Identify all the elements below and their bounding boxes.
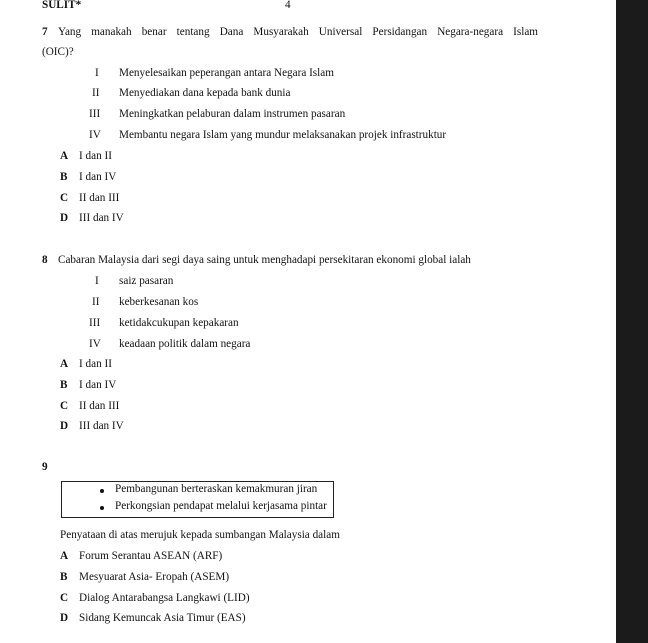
- q9-statement-box: [61, 481, 334, 518]
- q9-option-text[interactable]: Dialog Antarabangsa Langkawi (LID): [79, 592, 250, 604]
- q7-option-text[interactable]: II dan III: [79, 192, 120, 204]
- q8-option-text[interactable]: III dan IV: [79, 420, 124, 432]
- q8-statement-numeral: III: [89, 317, 101, 329]
- q9-option-text[interactable]: Forum Serantau ASEAN (ARF): [79, 550, 223, 562]
- q7-option-letter: B: [60, 171, 68, 183]
- q8-option-letter: A: [60, 358, 69, 370]
- q8-stem: Cabaran Malaysia dari segi daya saing untuk menghadapi persekitaran ekonomi global ialah: [58, 254, 471, 266]
- q8-statement-numeral: IV: [89, 338, 101, 350]
- sulit-label: SULIT*: [42, 0, 82, 11]
- q9-option-letter: A: [60, 550, 69, 562]
- q7-statement-numeral: I: [95, 67, 99, 79]
- q7-option-text[interactable]: III dan IV: [79, 212, 124, 224]
- q8-number: 8: [42, 254, 48, 266]
- q9-box-item: Perkongsian pendapat melalui kerjasama pintar: [115, 500, 327, 512]
- q8-option-letter: B: [60, 379, 68, 391]
- q9-box-item: Pembangunan berteraskan kemakmuran jiran: [115, 483, 318, 495]
- q7-statement-numeral: II: [92, 87, 100, 99]
- q7-statement-text: Menyelesaikan peperangan antara Negara Islam: [119, 67, 334, 79]
- q7-statement-text: Meningkatkan pelaburan dalam instrumen pasaran: [119, 108, 346, 120]
- q7-option-text[interactable]: I dan IV: [79, 171, 117, 183]
- q8-option-text[interactable]: II dan III: [79, 400, 120, 412]
- q8-statement-text: keadaan politik dalam negara: [119, 338, 251, 350]
- q8-statement-text: ketidakcukupan kepakaran: [119, 317, 239, 329]
- q7-statement-text: Membantu negara Islam yang mundur melaksanakan projek infrastruktur: [119, 129, 447, 141]
- q9-option-letter: D: [60, 612, 69, 624]
- q7-statement-text: Menyediakan dana kepada bank dunia: [119, 87, 291, 99]
- q8-option-text[interactable]: I dan II: [79, 358, 112, 370]
- q7-number: 7: [42, 26, 48, 38]
- q9-option-text[interactable]: Mesyuarat Asia- Eropah (ASEM): [79, 571, 230, 583]
- q7-option-text[interactable]: I dan II: [79, 150, 112, 162]
- q7-stem-line2: (OIC)?: [42, 46, 74, 58]
- q7-stem-line1: Yang manakah benar tentang Dana Musyarakah Universal Persidangan Negara-negara Islam: [58, 26, 538, 38]
- q9-option-letter: C: [60, 592, 69, 604]
- q9-option-text[interactable]: Sidang Kemuncak Asia Timur (EAS): [79, 612, 246, 624]
- q7-option-letter: A: [60, 150, 69, 162]
- q7-option-letter: C: [60, 192, 69, 204]
- q8-option-letter: D: [60, 420, 69, 432]
- q8-statement-numeral: I: [95, 275, 99, 287]
- q9-stem: Penyataan di atas merujuk kepada sumbangan Malaysia dalam: [60, 529, 340, 541]
- bullet-icon: [100, 506, 104, 510]
- q9-option-letter: B: [60, 571, 68, 583]
- q8-statement-text: keberkesanan kos: [119, 296, 199, 308]
- q8-statement-text: saiz pasaran: [119, 275, 174, 287]
- q8-statement-numeral: II: [92, 296, 100, 308]
- q7-option-letter: D: [60, 212, 69, 224]
- bullet-icon: [100, 489, 104, 493]
- q8-option-letter: C: [60, 400, 69, 412]
- dark-side-margin: [616, 0, 648, 643]
- q9-number: 9: [42, 461, 48, 473]
- q7-statement-numeral: IV: [89, 129, 101, 141]
- page-number: 4: [285, 0, 291, 11]
- q7-statement-numeral: III: [89, 108, 101, 120]
- q8-option-text[interactable]: I dan IV: [79, 379, 117, 391]
